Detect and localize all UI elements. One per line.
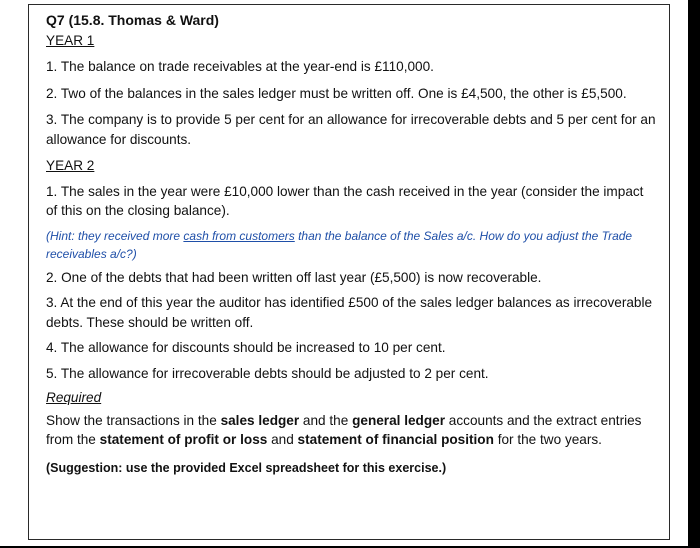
hint-suffix: than the balance of the Sales a/c. How do you adjust the Trade receivables a/c?)	[46, 228, 633, 261]
year2-item-5: 5. The allowance for irrecoverable debts should be adjusted to 2 per cent.	[46, 365, 489, 381]
required-part-3: accounts and the extract entries from the	[46, 412, 642, 447]
year1-heading: YEAR 1	[46, 32, 95, 48]
year2-item-1: 1. The sales in the year were £10,000 lower than the cash received in the year (consider the impact of this on the closing balance).	[46, 183, 644, 218]
year1-item-3: 3. The company is to provide 5 per cent for an allowance for irrecoverable debts and 5 per cent for an allowance for discounts.	[46, 112, 656, 147]
required-bold-sales-ledger: sales ledger	[220, 412, 300, 428]
year1-item-2: 2. Two of the balances in the sales ledger must be written off. One is £4,500, the other is £5,500.	[46, 85, 627, 101]
question-content	[46, 8, 658, 478]
year2-heading: YEAR 2	[46, 158, 95, 173]
required-part-4: and	[267, 432, 298, 447]
right-edge-strip	[688, 0, 700, 548]
year2-item-4: 4. The allowance for discounts should be increased to 10 per cent.	[46, 340, 446, 355]
required-bold-general-ledger: general ledger	[352, 412, 446, 428]
hint-link-cash-from-customers[interactable]: cash from customers	[183, 228, 295, 243]
required-part-5: for the two years.	[493, 432, 602, 447]
required-text	[46, 411, 658, 450]
year2-item-2: 2. One of the debts that had been written off last year (£5,500) is now recoverable.	[46, 269, 542, 285]
question-title: Q7 (15.8. Thomas & Ward)	[46, 12, 219, 28]
year1-item-1: 1. The balance on trade receivables at the year-end is £110,000.	[46, 59, 434, 74]
hint-prefix: (Hint: they received more	[46, 228, 184, 243]
suggestion-text: (Suggestion: use the provided Excel spreadsheet for this exercise.)	[46, 460, 447, 475]
required-bold-profit-or-loss: statement of profit or loss	[99, 432, 268, 447]
year2-item-3: 3. At the end of this year the auditor has identified £500 of the sales ledger balances as irrecoverable debts. These should be written off.	[46, 295, 653, 330]
required-part-2: and the	[299, 412, 353, 428]
required-part-1: Show the transactions in the	[46, 412, 221, 428]
required-bold-financial-position: statement of financial position	[297, 432, 494, 447]
required-heading: Required	[46, 390, 102, 405]
hint-text	[46, 227, 658, 263]
